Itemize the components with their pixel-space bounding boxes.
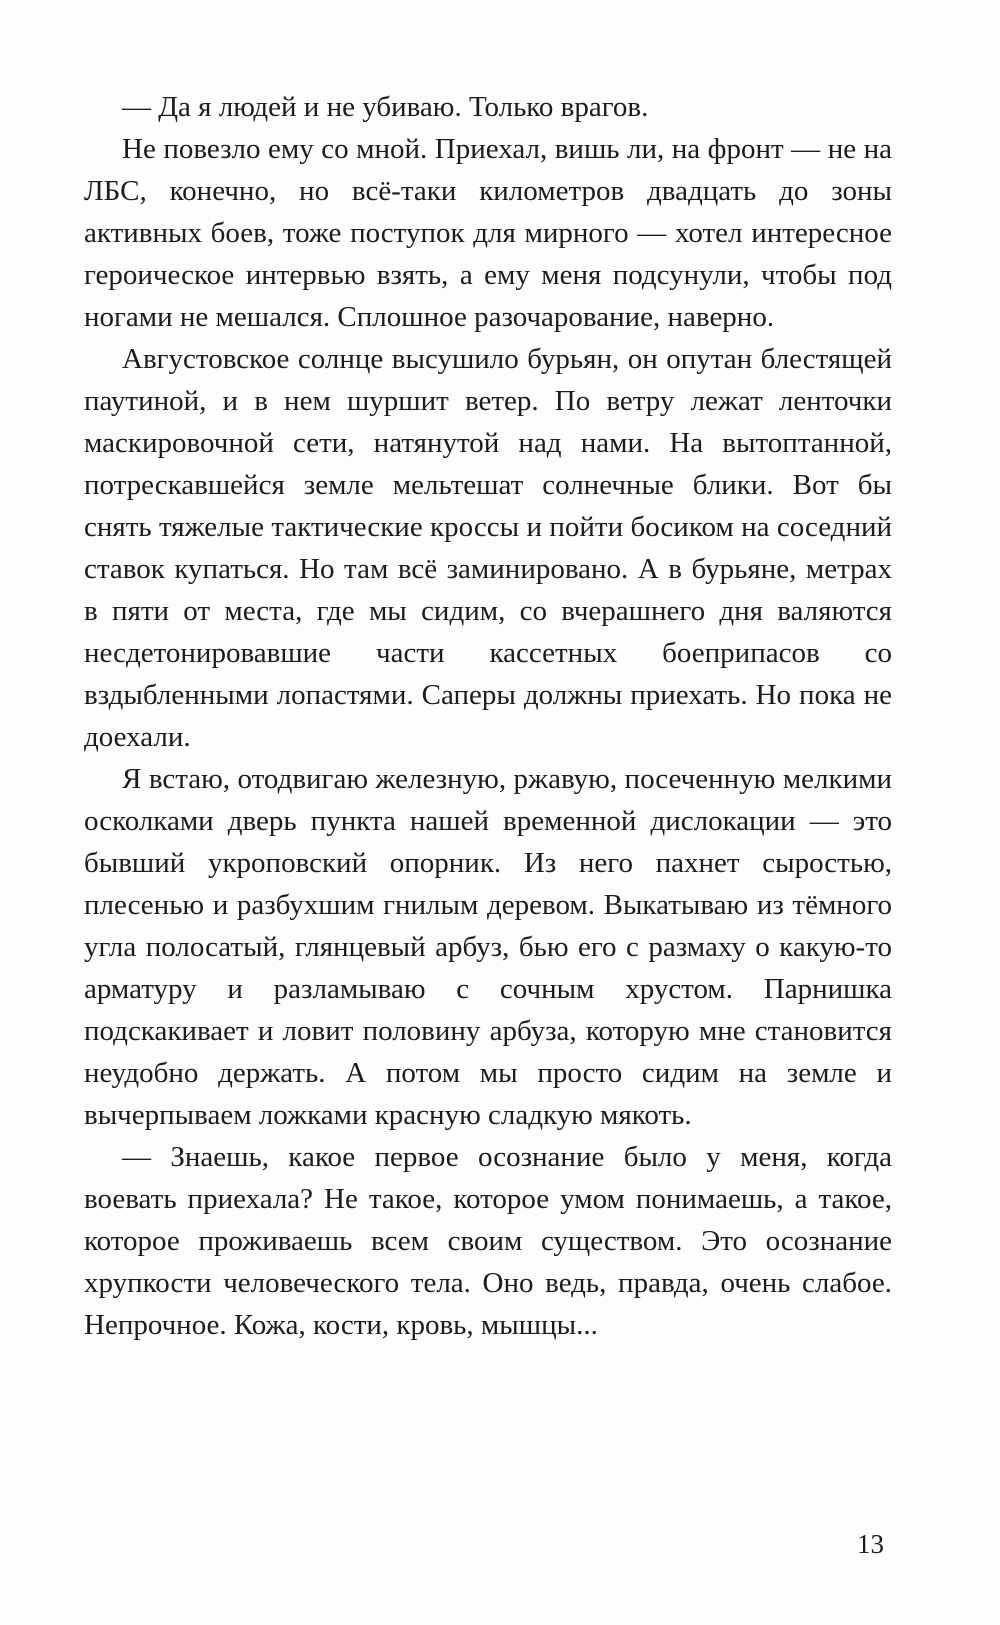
paragraph-1: — Да я людей и не убиваю. Только врагов. <box>122 91 649 123</box>
paragraph-2: Не повезло ему со мной. Приехал, вишь ли, на фронт — не на ЛБС, конечно, но всё-таки километров двадцать до зоны активных боев, тоже поступок для мирного — хотел интересное героическое интервью взять, а ему меня подсунули, чтобы под ногами не мешался. Сплошное разочарование, наверно. <box>84 133 892 333</box>
paragraph-5: — Знаешь, какое первое осознание было у меня, когда воевать приехала? Не такое, которое умом понимаешь, а такое, которое проживаешь всем своим существом. Это осознание хрупкости человеческого тела. Оно ведь, правда, очень слабое. Непрочное. Кожа, кости, кровь, мышцы... <box>84 1141 892 1341</box>
body-text <box>84 86 892 1346</box>
paragraph-4: Я встаю, отодвигаю железную, ржавую, посеченную мелкими осколками дверь пункта нашей временной дислокации — это бывший укроповский опорник. Из него пахнет сыростью, плесенью и разбухшим гнилым деревом. Выкатываю из тёмного угла полосатый, глянцевый арбуз, бью его с размаху о какую-то арматуру и разламываю с сочным хрустом. Парнишка подскакивает и ловит половину арбуза, которую мне становится неудобно держать. А потом мы просто сидим на земле и вычерпываем ложками красную сладкую мякоть. <box>84 763 892 1131</box>
page-number: 13 <box>857 1529 884 1559</box>
paragraph-3: Августовское солнце высушило бурьян, он опутан блестящей паутиной, и в нем шуршит ветер. По ветру лежат ленточки маскировочной сети, натянутой над нами. На вытоптанной, потрескавшейся земле мельтешат солнечные блики. Вот бы снять тяжелые тактические кроссы и пойти босиком на соседний ставок купаться. Но там всё заминировано. А в бурьяне, метрах в пяти от места, где мы сидим, со вчерашнего дня валяются несдетонировавшие части кассетных боеприпасов со вздыбленными лопастями. Саперы должны приехать. Но пока не доехали. <box>84 343 892 753</box>
